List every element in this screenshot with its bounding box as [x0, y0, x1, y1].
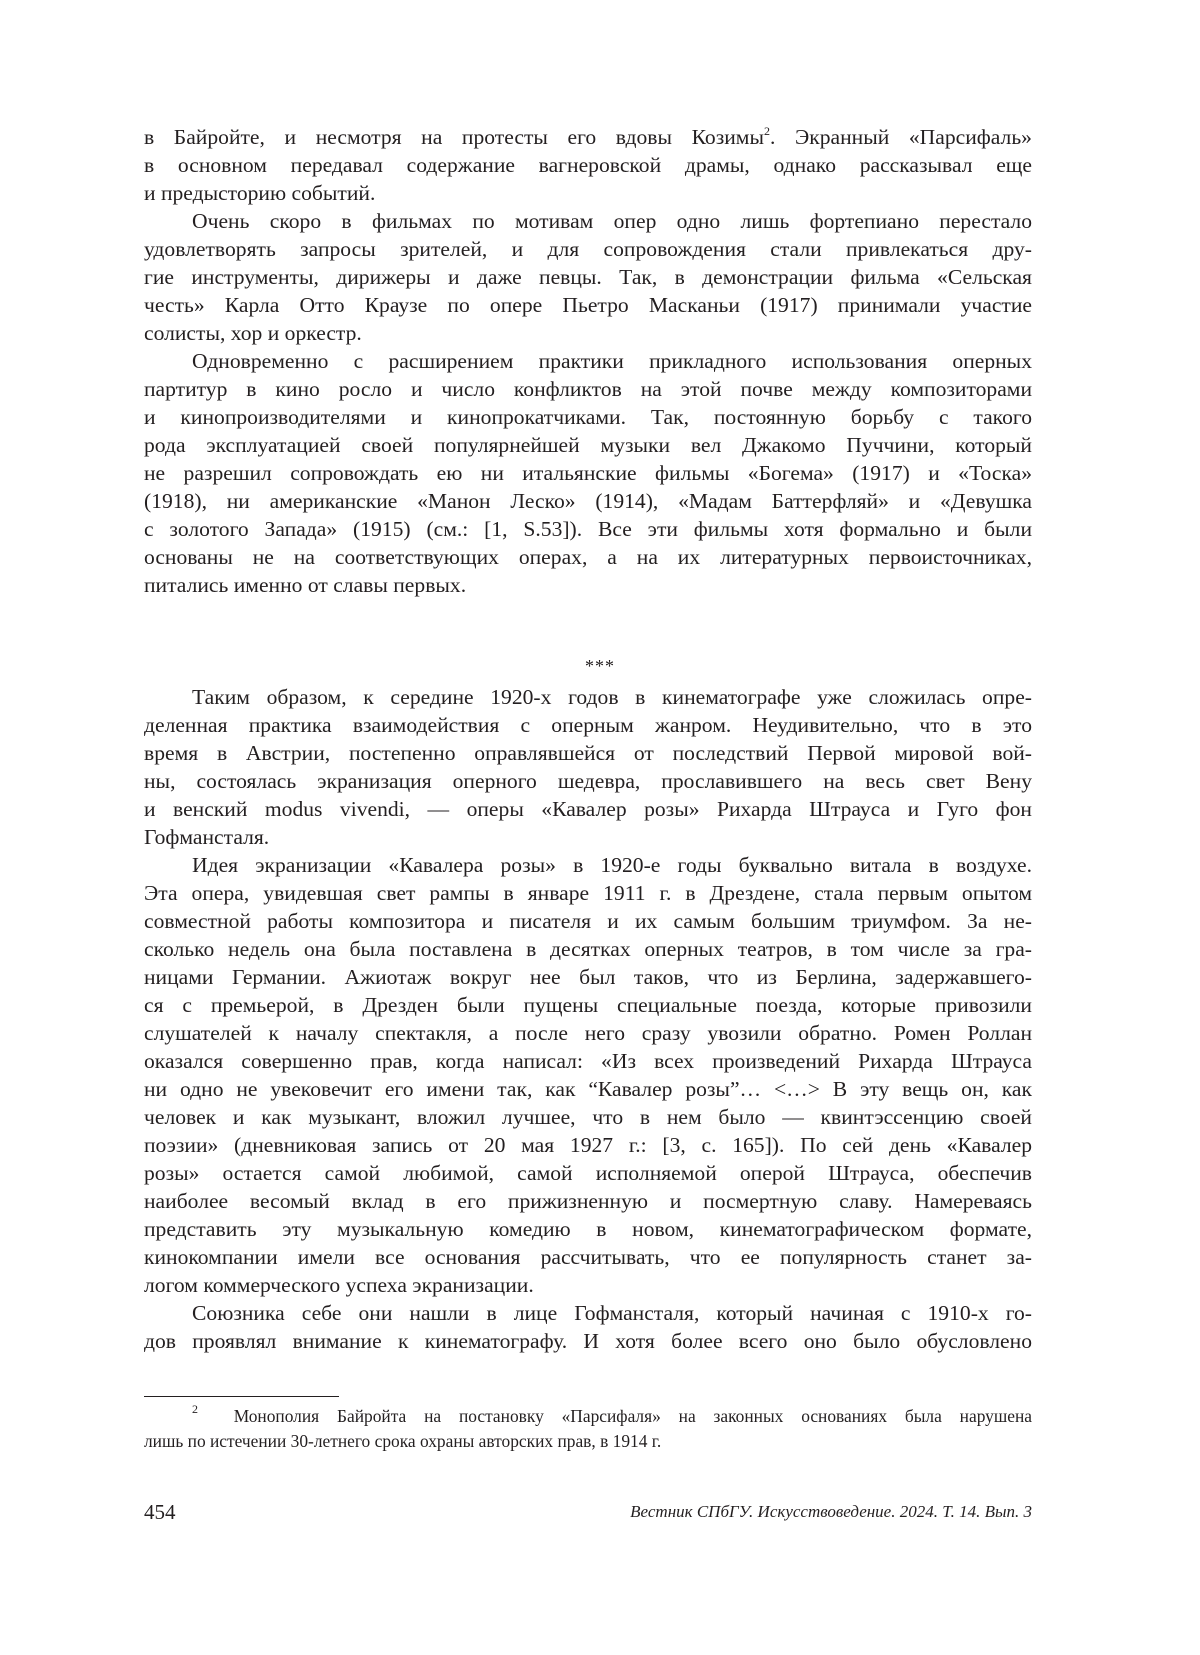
- body-line: деленная практика взаимодействия с оперным жанром. Неудивительно, что в это: [144, 713, 1032, 737]
- footnote-line: лишь по истечении 30-летнего срока охраны авторских прав, в 1914 г.: [144, 1431, 662, 1451]
- body-line: гие инструменты, дирижеры и даже певцы. Так, в демонстрации фильма «Сельская: [144, 265, 1032, 289]
- body-line: и предысторию событий.: [144, 181, 376, 205]
- body-line: поэзии» (дневниковая запись от 20 мая 1927 г.: [3, с. 165]). По сей день «Кавалер: [144, 1133, 1032, 1157]
- footnote-ref[interactable]: 2: [763, 124, 770, 138]
- journal-running-footer: Вестник СПбГУ. Искусствоведение. 2024. Т. 14. Вып. 3: [630, 1502, 1032, 1521]
- body-line: питались именно от славы первых.: [144, 573, 467, 597]
- body-line: ницами Германии. Ажиотаж вокруг нее был таков, что из Берлина, задержавшего-: [144, 965, 1032, 989]
- footnote-line: $^2$ Монополия Байройта на постановку «Парсифаля» на законных основаниях была нарушена: [192, 1402, 1032, 1426]
- body-line: Одновременно с расширением практики прикладного использования оперных: [192, 349, 1032, 373]
- body-line: ся с премьерой, в Дрезден были пущены специальные поезда, которые привозили: [144, 993, 1032, 1017]
- body-line: партитур в кино росло и число конфликтов на этой почве между композиторами: [144, 377, 1032, 401]
- body-line: розы» остается самой любимой, самой исполняемой оперой Штрауса, обеспечив: [144, 1161, 1032, 1185]
- footnote-rule: [144, 1396, 339, 1397]
- body-line: удовлетворять запросы зрителей, и для сопровождения стали привлекаться дру-: [144, 237, 1032, 261]
- body-line: Эта опера, увидевшая свет рампы в январе 1911 г. в Дрездене, стала первым опытом: [144, 881, 1032, 905]
- body-line: Союзника себе они нашли в лице Гофмансталя, который начиная с 1910-х го-: [192, 1301, 1032, 1325]
- body-line: честь» Карла Отто Краузе по опере Пьетро Масканьи (1917) принимали участие: [144, 293, 1032, 317]
- body-line: кинокомпании имели все основания рассчитывать, что ее популярность станет за-: [144, 1245, 1032, 1269]
- body-line: Очень скоро в фильмах по мотивам опер одно лишь фортепиано перестало: [192, 209, 1032, 233]
- body-line: с золотого Запада» (1915) (см.: [1, S.53]). Все эти фильмы хотя формально и были: [144, 517, 1032, 541]
- section-separator: ***: [585, 656, 615, 676]
- body-line: человек и как музыкант, вложил лучшее, что в нем было — квинтэссенцию своей: [144, 1105, 1032, 1129]
- body-line: (1918), ни американские «Манон Леско» (1914), «Мадам Баттерфляй» и «Девушка: [144, 489, 1032, 513]
- body-line: наиболее весомый вклад в его прижизненную и посмертную славу. Намереваясь: [144, 1189, 1032, 1213]
- body-line: солисты, хор и оркестр.: [144, 321, 362, 345]
- body-line: основаны не на соответствующих операх, а на их литературных первоисточниках,: [144, 545, 1032, 569]
- body-line: Гофмансталя.: [144, 825, 270, 849]
- body-line: ни одно не увековечит его имени так, как “Кавалер розы”… <…> В эту вещь он, как: [144, 1077, 1032, 1101]
- body-line: совместной работы композитора и писателя и их самым большим триумфом. За не-: [144, 909, 1032, 933]
- body-line: рода эксплуатацией своей популярнейшей музыки вел Джакомо Пуччини, который: [144, 433, 1032, 457]
- body-line: время в Австрии, постепенно оправлявшейся от последствий Первой мировой вой-: [144, 741, 1032, 765]
- body-line: и венский modus vivendi, — оперы «Кавалер розы» Рихарда Штрауса и Гуго фон: [144, 797, 1032, 821]
- body-line: в Байройте, и несмотря на протесты его вдовы Козимы$^2$. Экранный «Парсифаль»: [144, 124, 1032, 149]
- body-line: не разрешил сопровождать ею ни итальянские фильмы «Богема» (1917) и «Тоска»: [144, 461, 1032, 485]
- body-line: Идея экранизации «Кавалера розы» в 1920-е годы буквально витала в воздухе.: [192, 853, 1032, 877]
- body-line: ны, состоялась экранизация оперного шедевра, прославившего на весь свет Вену: [144, 769, 1032, 793]
- body-line: Таким образом, к середине 1920-х годов в кинематографе уже сложилась опре-: [192, 685, 1032, 709]
- body-line: оказался совершенно прав, когда написал: «Из всех произведений Рихарда Штрауса: [144, 1049, 1032, 1073]
- footnote-marker: 2: [192, 1402, 198, 1416]
- body-line: логом коммерческого успеха экранизации.: [144, 1273, 534, 1297]
- body-line: дов проявлял внимание к кинематографу. И хотя более всего оно было обусловлено: [144, 1329, 1032, 1353]
- page-number: 454: [144, 1500, 176, 1524]
- body-line: представить эту музыкальную комедию в новом, кинематографическом формате,: [144, 1217, 1032, 1241]
- body-line: сколько недель она была поставлена в десятках оперных театров, в том числе за гра-: [144, 937, 1032, 961]
- body-line: в основном передавал содержание вагнеровской драмы, однако рассказывал еще: [144, 153, 1032, 177]
- body-line: и кинопроизводителями и кинопрокатчиками. Так, постоянную борьбу с такого: [144, 405, 1032, 429]
- body-line: слушателей к началу спектакля, а после него сразу увозили обратно. Ромен Роллан: [144, 1021, 1032, 1045]
